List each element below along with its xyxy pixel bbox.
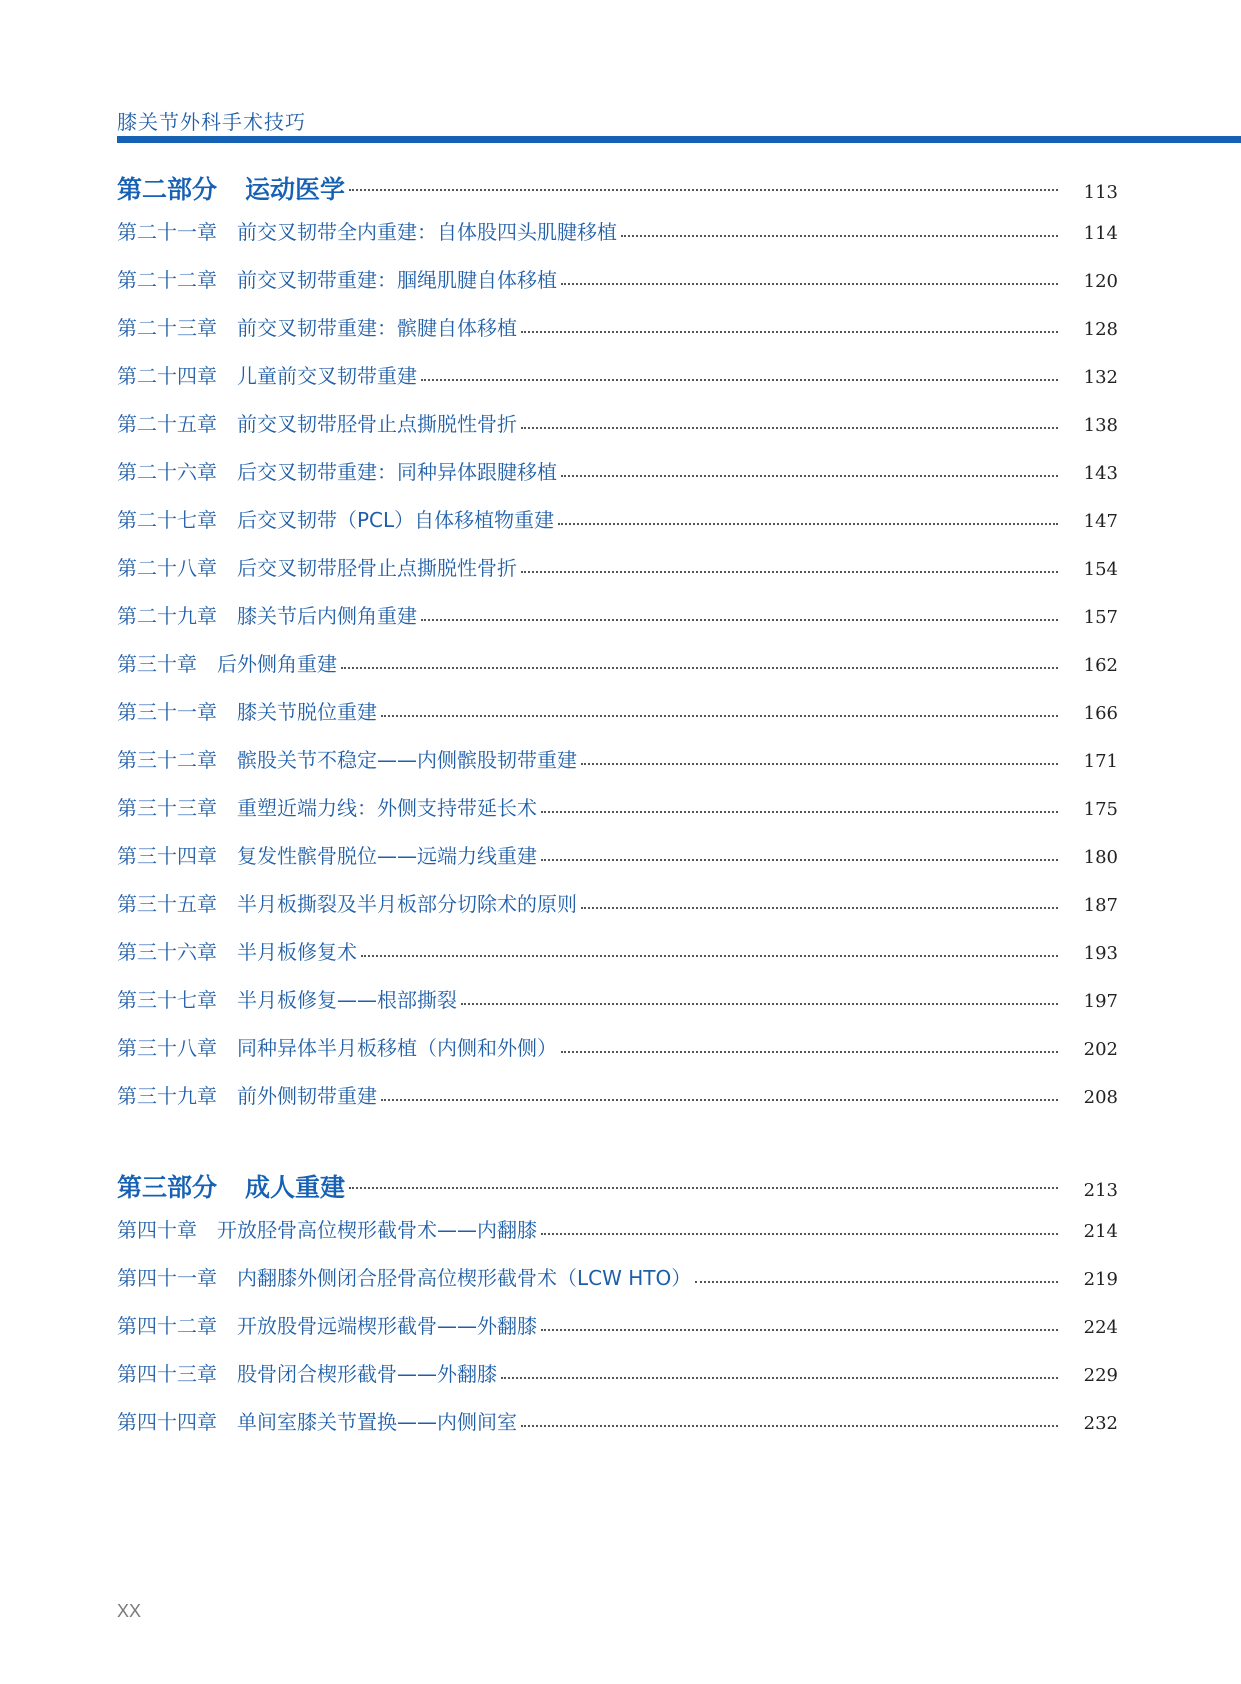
toc-chapter-entry[interactable] [117, 648, 1118, 680]
page-number: 193 [1083, 943, 1118, 964]
chapter-number: 第二十六章 [117, 460, 217, 484]
running-header: 膝关节外科手术技巧 [117, 110, 306, 134]
dot-leader [381, 1099, 1058, 1101]
chapter-number: 第三十四章 [117, 844, 217, 868]
page-number: 132 [1083, 367, 1118, 388]
page-number: 147 [1083, 511, 1118, 532]
chapter-title: 膝关节脱位重建 [237, 700, 377, 724]
dot-leader [501, 1377, 1058, 1379]
page-number: 143 [1083, 463, 1118, 484]
dot-leader [581, 907, 1058, 909]
dot-leader [421, 619, 1058, 621]
dot-leader [558, 523, 1058, 525]
dot-leader [521, 571, 1058, 573]
toc-chapter-entry[interactable] [117, 1358, 1118, 1390]
chapter-title: 前外侧韧带重建 [237, 1084, 377, 1108]
dot-leader [521, 331, 1058, 333]
chapter-title: 重塑近端力线：外侧支持带延长术 [237, 796, 537, 820]
page-number: 197 [1083, 991, 1118, 1012]
toc-chapter-entry[interactable] [117, 1262, 1118, 1294]
dot-leader [541, 811, 1058, 813]
page-number: 219 [1083, 1269, 1118, 1290]
dot-leader [521, 427, 1058, 429]
chapter-number: 第二十九章 [117, 604, 217, 628]
chapter-title: 复发性髌骨脱位——远端力线重建 [237, 844, 537, 868]
toc-chapter-entry[interactable] [117, 1032, 1118, 1064]
dot-leader [381, 715, 1058, 717]
toc-chapter-entry[interactable] [117, 1406, 1118, 1438]
toc-chapter-entry[interactable] [117, 504, 1118, 536]
toc-chapter-entry[interactable] [117, 888, 1118, 920]
dot-leader [561, 1051, 1058, 1053]
page-number: 114 [1083, 223, 1118, 244]
toc-chapter-entry[interactable] [117, 1080, 1118, 1112]
toc-chapter-entry[interactable] [117, 360, 1118, 392]
chapter-title: 儿童前交叉韧带重建 [237, 364, 417, 388]
page-number: 154 [1083, 559, 1118, 580]
toc-chapter-entry[interactable] [117, 456, 1118, 488]
chapter-number: 第二十八章 [117, 556, 217, 580]
toc-chapter-entry[interactable] [117, 600, 1118, 632]
toc-chapter-entry[interactable] [117, 408, 1118, 440]
toc-chapter-entry[interactable] [117, 744, 1118, 776]
page-number: 138 [1083, 415, 1118, 436]
page-number: 120 [1083, 271, 1118, 292]
chapter-title: 膝关节后内侧角重建 [237, 604, 417, 628]
dot-leader [621, 235, 1058, 237]
page-number: 171 [1083, 751, 1118, 772]
chapter-title: 后交叉韧带重建：同种异体跟腱移植 [237, 460, 557, 484]
page-number: 157 [1083, 607, 1118, 628]
toc-chapter-entry[interactable] [117, 984, 1118, 1016]
chapter-title: 后交叉韧带胫骨止点撕脱性骨折 [237, 556, 517, 580]
chapter-title: 前交叉韧带胫骨止点撕脱性骨折 [237, 412, 517, 436]
page-number: 166 [1083, 703, 1118, 724]
chapter-number: 第二十五章 [117, 412, 217, 436]
chapter-number: 第二十四章 [117, 364, 217, 388]
header-rule [117, 136, 1241, 143]
dot-leader [521, 1425, 1058, 1427]
part-number: 第三部分 [117, 1173, 218, 1202]
toc-chapter-entry[interactable] [117, 216, 1118, 248]
chapter-number: 第三十六章 [117, 940, 217, 964]
chapter-title: 后外侧角重建 [217, 652, 337, 676]
dot-leader [461, 1003, 1058, 1005]
chapter-number: 第三十八章 [117, 1036, 217, 1060]
dot-leader [541, 1329, 1058, 1331]
chapter-number: 第四十一章 [117, 1266, 217, 1290]
toc-chapter-entry[interactable] [117, 1214, 1118, 1246]
chapter-number: 第四十章 [117, 1218, 197, 1242]
part-title: 成人重建 [245, 1173, 346, 1202]
chapter-number: 第三十九章 [117, 1084, 217, 1108]
toc-chapter-entry[interactable] [117, 696, 1118, 728]
dot-leader [349, 189, 1058, 191]
page-number: 232 [1083, 1413, 1118, 1434]
chapter-number: 第四十四章 [117, 1410, 217, 1434]
chapter-number: 第二十二章 [117, 268, 217, 292]
page-number: 162 [1083, 655, 1118, 676]
toc-chapter-entry[interactable] [117, 264, 1118, 296]
chapter-title: 单间室膝关节置换——内侧间室 [237, 1410, 517, 1434]
toc-part-entry[interactable] [117, 170, 1118, 202]
dot-leader [349, 1187, 1058, 1189]
chapter-number: 第三十二章 [117, 748, 217, 772]
chapter-title: 前交叉韧带重建：髌腱自体移植 [237, 316, 517, 340]
dot-leader [561, 283, 1058, 285]
page-number: 175 [1083, 799, 1118, 820]
chapter-number: 第四十二章 [117, 1314, 217, 1338]
dot-leader [695, 1281, 1058, 1283]
page-number: 229 [1083, 1365, 1118, 1386]
dot-leader [541, 859, 1058, 861]
page-number: 208 [1083, 1087, 1118, 1108]
page-number: 224 [1083, 1317, 1118, 1338]
page-number: 214 [1083, 1221, 1118, 1242]
chapter-number: 第二十七章 [117, 508, 217, 532]
chapter-title: 前交叉韧带重建：腘绳肌腱自体移植 [237, 268, 557, 292]
page-number: 187 [1083, 895, 1118, 916]
chapter-number: 第三十五章 [117, 892, 217, 916]
part-number: 第二部分 [117, 175, 218, 204]
chapter-title: 半月板修复术 [237, 940, 357, 964]
chapter-number: 第三十三章 [117, 796, 217, 820]
chapter-title: 内翻膝外侧闭合胫骨高位楔形截骨术（LCW HTO） [237, 1266, 692, 1290]
dot-leader [421, 379, 1058, 381]
chapter-title: 同种异体半月板移植（内侧和外侧） [237, 1036, 557, 1060]
chapter-title: 髌股关节不稳定——内侧髌股韧带重建 [237, 748, 577, 772]
chapter-title: 半月板修复——根部撕裂 [237, 988, 457, 1012]
toc-chapter-entry[interactable] [117, 552, 1118, 584]
dot-leader [341, 667, 1058, 669]
chapter-title: 半月板撕裂及半月板部分切除术的原则 [237, 892, 577, 916]
page-number: 113 [1083, 182, 1118, 203]
page-number: 202 [1083, 1039, 1118, 1060]
chapter-title: 后交叉韧带（PCL）自体移植物重建 [237, 508, 555, 532]
chapter-title: 前交叉韧带全内重建：自体股四头肌腱移植 [237, 220, 617, 244]
toc-chapter-entry[interactable] [117, 312, 1118, 344]
dot-leader [541, 1233, 1058, 1235]
toc-part-entry[interactable] [117, 1168, 1118, 1200]
toc-chapter-entry[interactable] [117, 840, 1118, 872]
chapter-number: 第三十一章 [117, 700, 217, 724]
chapter-number: 第三十七章 [117, 988, 217, 1012]
chapter-number: 第二十三章 [117, 316, 217, 340]
page-number: 128 [1083, 319, 1118, 340]
chapter-title: 股骨闭合楔形截骨——外翻膝 [237, 1362, 497, 1386]
page-number: 180 [1083, 847, 1118, 868]
chapter-number: 第二十一章 [117, 220, 217, 244]
page-folio: XX [117, 1601, 142, 1621]
dot-leader [561, 475, 1058, 477]
toc-chapter-entry[interactable] [117, 1310, 1118, 1342]
toc-chapter-entry[interactable] [117, 936, 1118, 968]
page-number: 213 [1083, 1180, 1118, 1201]
chapter-title: 开放胫骨高位楔形截骨术——内翻膝 [217, 1218, 537, 1242]
dot-leader [361, 955, 1058, 957]
chapter-number: 第三十章 [117, 652, 197, 676]
dot-leader [581, 763, 1058, 765]
toc-chapter-entry[interactable] [117, 792, 1118, 824]
chapter-title: 开放股骨远端楔形截骨——外翻膝 [237, 1314, 537, 1338]
part-title: 运动医学 [245, 175, 346, 204]
chapter-number: 第四十三章 [117, 1362, 217, 1386]
